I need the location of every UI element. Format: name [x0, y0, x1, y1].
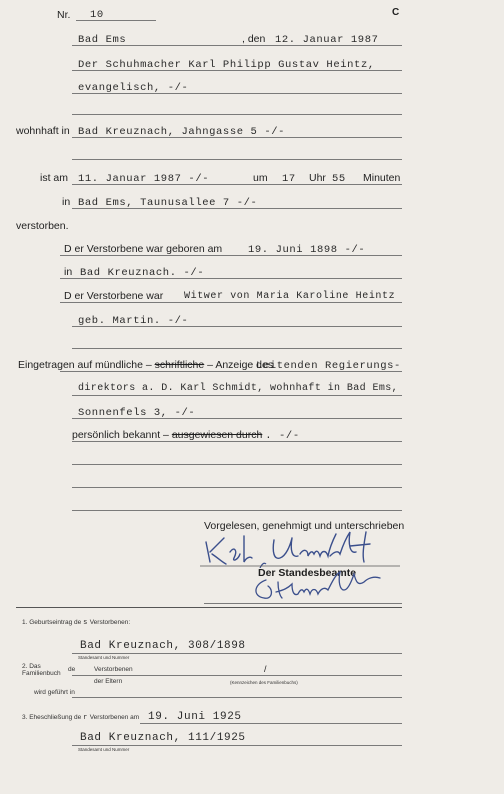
line — [60, 371, 402, 372]
note2-slash: / — [264, 664, 267, 674]
registration-label — [18, 359, 273, 371]
uhr-label: Uhr — [309, 172, 326, 184]
note3-suffix: Verstorbenen am — [89, 714, 140, 721]
note2-de: de — [68, 666, 76, 673]
nr-underline — [76, 20, 156, 21]
death-date: 11. Januar 1987 -/- — [78, 173, 210, 185]
line — [204, 603, 402, 604]
death-minutes: 55 — [332, 173, 346, 185]
note1-value: Bad Kreuznach, 308/1898 — [80, 640, 246, 652]
line — [72, 510, 402, 511]
line — [72, 418, 402, 419]
birth-in-label: in — [64, 266, 73, 278]
section-divider — [16, 607, 402, 608]
death-place: Bad Ems, Taunusallee 7 -/- — [78, 197, 258, 209]
record-number: 10 — [90, 9, 104, 21]
registry-date: 12. Januar 1987 — [275, 34, 379, 46]
line — [72, 745, 402, 746]
line — [72, 348, 402, 349]
line — [72, 159, 402, 160]
line — [60, 302, 402, 303]
note3-caption: Standesamt und Nummer — [78, 747, 130, 752]
note3-label-text: 3. Eheschließung de — [22, 714, 82, 721]
line — [72, 675, 402, 676]
line — [72, 114, 402, 115]
line — [72, 697, 402, 698]
corner-letter: C — [392, 7, 400, 18]
deceased-residence: Bad Kreuznach, Jahngasse 5 -/- — [78, 126, 286, 138]
status-label: D er Verstorbene war — [64, 290, 164, 302]
note2-caption: (Kennzeichen des Familienbuchs) — [230, 680, 298, 685]
note2-label: 2. Das — [22, 663, 41, 670]
known-struck: ausgewiesen durch — [171, 429, 263, 441]
ist-am-label: ist am — [40, 172, 69, 184]
line — [72, 464, 402, 465]
line — [72, 395, 402, 396]
birth-label: D er Verstorbene war geboren am — [64, 243, 223, 255]
note2-verstorbenen: Verstorbenen — [94, 666, 133, 673]
note3-label — [22, 714, 139, 722]
note1-label — [22, 619, 130, 627]
informant-line-2: direktors a. D. Karl Schmidt, wohnhaft in Bad Ems, — [78, 383, 399, 394]
minuten-label: Minuten — [363, 172, 401, 184]
line — [72, 441, 402, 442]
informant-line-1: Leitenden Regierungs- — [256, 360, 401, 372]
line — [72, 653, 402, 654]
marital-status: Witwer von Maria Karoline Heintz — [184, 291, 396, 302]
registry-place: Bad Ems — [78, 34, 127, 46]
wohnhaft-label: wohnhaft in — [16, 125, 70, 137]
line — [72, 208, 402, 209]
line — [60, 255, 402, 256]
den-label: , den — [242, 33, 266, 45]
death-hour: 17 — [282, 173, 296, 185]
registration-label-post: – Anzeige des — [207, 359, 274, 371]
deceased-name: Der Schuhmacher Karl Philipp Gustav Heintz, — [78, 59, 375, 71]
line — [72, 70, 402, 71]
marriage-date: 19. Juni 1925 — [148, 711, 242, 723]
um-label: um — [253, 172, 268, 184]
line — [72, 487, 402, 488]
note2-gefuehrt: wird geführt in — [34, 689, 75, 696]
line — [72, 45, 402, 46]
registration-label-struck: schriftliche — [154, 359, 205, 371]
birth-place: Bad Kreuznach. -/- — [80, 267, 205, 279]
known-post: . -/- — [265, 430, 300, 442]
deceased-religion: evangelisch, -/- — [78, 82, 189, 94]
line — [60, 278, 402, 279]
line — [72, 137, 402, 138]
note1-label-text: 1. Geburtseintrag de — [22, 619, 82, 626]
informant-line-3: Sonnenfels 3, -/- — [78, 407, 196, 419]
verstorben-label: verstorben. — [16, 220, 69, 232]
birth-date: 19. Juni 1898 -/- — [248, 244, 366, 256]
line — [72, 326, 402, 327]
nr-label: Nr. — [57, 9, 71, 21]
note2-eltern: der Eltern — [94, 678, 123, 685]
note2-label2: Familienbuch — [22, 670, 61, 677]
death-in-label: in — [62, 196, 71, 208]
note1-caption: Standesamt und Nummer — [78, 655, 130, 660]
read-approved-label: Vorgelesen, genehmigt und unterschrieben — [204, 520, 405, 532]
note3-letter: r — [83, 714, 88, 722]
note1-suffix: Verstorbenen: — [89, 619, 131, 626]
marital-status-cont: geb. Martin. -/- — [78, 315, 189, 327]
registration-label-pre: Eingetragen auf mündliche – — [18, 359, 152, 371]
known-pre: persönlich bekannt – — [72, 429, 169, 441]
line — [140, 723, 402, 724]
official-title: Der Standesbeamte — [258, 567, 357, 579]
line — [72, 93, 402, 94]
note3-value: Bad Kreuznach, 111/1925 — [80, 732, 246, 744]
line — [72, 184, 402, 185]
note1-letter: s — [83, 619, 88, 627]
